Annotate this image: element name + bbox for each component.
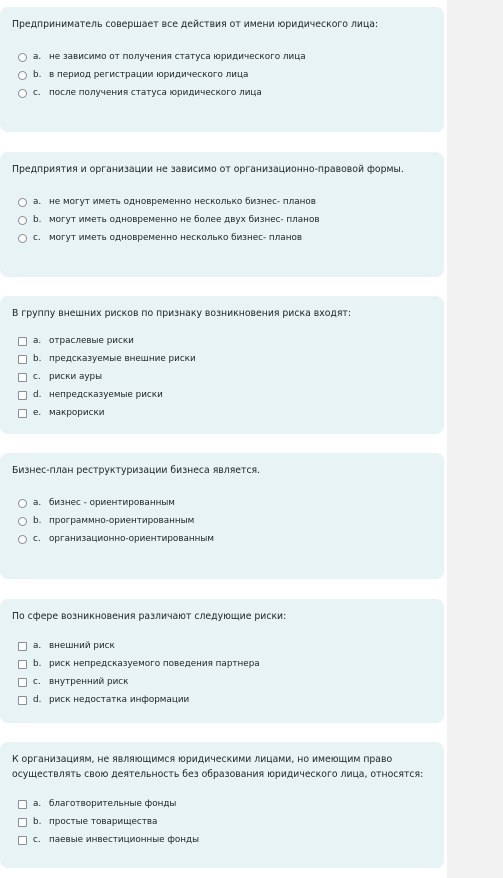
answer-option[interactable] [12, 66, 432, 84]
answer-option[interactable] [12, 332, 432, 350]
checkbox[interactable] [18, 800, 27, 809]
question-card-2 [0, 152, 444, 277]
question-text: Предприятия и организации не зависимо от организационно-правовой формы. [12, 164, 404, 175]
option-letter: c. [33, 534, 41, 544]
option-letter: c. [33, 372, 41, 382]
checkbox[interactable] [18, 678, 27, 687]
answer-options [12, 48, 432, 102]
option-label: программно-ориентированным [49, 516, 195, 526]
option-letter: b. [33, 817, 42, 827]
question-card-1 [0, 7, 444, 132]
option-letter: d. [33, 695, 42, 705]
checkbox[interactable] [18, 660, 27, 669]
checkbox[interactable] [18, 373, 27, 382]
option-label: простые товарищества [49, 817, 158, 827]
option-label: после получения статуса юридического лица [49, 88, 262, 98]
question-text: По сфере возникновения различают следующие риски: [12, 611, 287, 622]
answer-option[interactable] [12, 691, 432, 709]
answer-option[interactable] [12, 350, 432, 368]
option-label: могут иметь одновременно не более двух бизнес- планов [49, 215, 320, 225]
option-letter: d. [33, 390, 42, 400]
checkbox[interactable] [18, 337, 27, 346]
answer-option[interactable] [12, 368, 432, 386]
answer-option[interactable] [12, 48, 432, 66]
radio-button[interactable] [18, 89, 27, 98]
answer-option[interactable] [12, 512, 432, 530]
answer-option[interactable] [12, 494, 432, 512]
checkbox[interactable] [18, 696, 27, 705]
checkbox[interactable] [18, 818, 27, 827]
answer-option[interactable] [12, 84, 432, 102]
option-label: риск непредсказуемого поведения партнера [49, 659, 260, 669]
checkbox[interactable] [18, 409, 27, 418]
radio-button[interactable] [18, 198, 27, 207]
option-letter: a. [33, 336, 42, 346]
answer-option[interactable] [12, 229, 432, 247]
option-letter: b. [33, 516, 42, 526]
checkbox[interactable] [18, 642, 27, 651]
answer-option[interactable] [12, 795, 432, 813]
option-label: паевые инвестиционные фонды [49, 835, 200, 845]
question-text: Бизнес-план реструктуризации бизнеса является. [12, 465, 261, 476]
option-letter: c. [33, 835, 41, 845]
answer-options [12, 193, 432, 247]
option-label: не зависимо от получения статуса юридического лица [49, 52, 306, 62]
radio-button[interactable] [18, 517, 27, 526]
option-letter: c. [33, 233, 41, 243]
question-card-6 [0, 742, 444, 868]
option-letter: a. [33, 52, 42, 62]
option-letter: a. [33, 498, 42, 508]
question-card-3 [0, 296, 444, 434]
radio-button[interactable] [18, 71, 27, 80]
option-letter: b. [33, 70, 42, 80]
option-letter: b. [33, 659, 42, 669]
answer-option[interactable] [12, 193, 432, 211]
answer-options [12, 494, 432, 548]
option-letter: a. [33, 799, 42, 809]
question-card-5 [0, 599, 444, 723]
answer-option[interactable] [12, 813, 432, 831]
answer-options [12, 637, 432, 709]
answer-option[interactable] [12, 404, 432, 422]
option-label: в период регистрации юридического лица [49, 70, 249, 80]
option-letter: c. [33, 677, 41, 687]
answer-option[interactable] [12, 655, 432, 673]
answer-option[interactable] [12, 530, 432, 548]
option-label: риск недостатка информации [49, 695, 190, 705]
option-letter: e. [33, 408, 42, 418]
checkbox[interactable] [18, 836, 27, 845]
radio-button[interactable] [18, 234, 27, 243]
option-label: внутренний риск [49, 677, 129, 687]
side-panel [447, 0, 503, 878]
option-label: внешний риск [49, 641, 115, 651]
option-label: организационно-ориентированным [49, 534, 214, 544]
answer-option[interactable] [12, 831, 432, 849]
answer-option[interactable] [12, 637, 432, 655]
option-label: предсказуемые внешние риски [49, 354, 196, 364]
radio-button[interactable] [18, 216, 27, 225]
option-label: благотворительные фонды [49, 799, 177, 809]
option-label: могут иметь одновременно несколько бизнес- планов [49, 233, 303, 243]
option-label: бизнес - ориентированным [49, 498, 175, 508]
question-text: Предприниматель совершает все действия от имени юридического лица: [12, 19, 379, 30]
option-letter: a. [33, 641, 42, 651]
answer-options [12, 332, 432, 422]
option-label: отраслевые риски [49, 336, 134, 346]
answer-option[interactable] [12, 673, 432, 691]
option-letter: c. [33, 88, 41, 98]
radio-button[interactable] [18, 53, 27, 62]
option-label: риски ауры [49, 372, 103, 382]
question-text: К организациям, не являющимся юридическими лицами, но имеющим право осуществлять свою деятельность без образования юридического лица, относятся: [12, 754, 424, 780]
option-label: не могут иметь одновременно несколько бизнес- планов [49, 197, 316, 207]
question-text: В группу внешних рисков по признаку возникновения риска входят: [12, 308, 351, 319]
checkbox[interactable] [18, 355, 27, 364]
checkbox[interactable] [18, 391, 27, 400]
option-label: макрориски [49, 408, 105, 418]
question-card-4 [0, 453, 444, 579]
option-letter: b. [33, 354, 42, 364]
answer-options [12, 795, 432, 849]
radio-button[interactable] [18, 499, 27, 508]
option-letter: a. [33, 197, 42, 207]
option-letter: b. [33, 215, 42, 225]
answer-option[interactable] [12, 386, 432, 404]
option-label: непредсказуемые риски [49, 390, 163, 400]
radio-button[interactable] [18, 535, 27, 544]
answer-option[interactable] [12, 211, 432, 229]
